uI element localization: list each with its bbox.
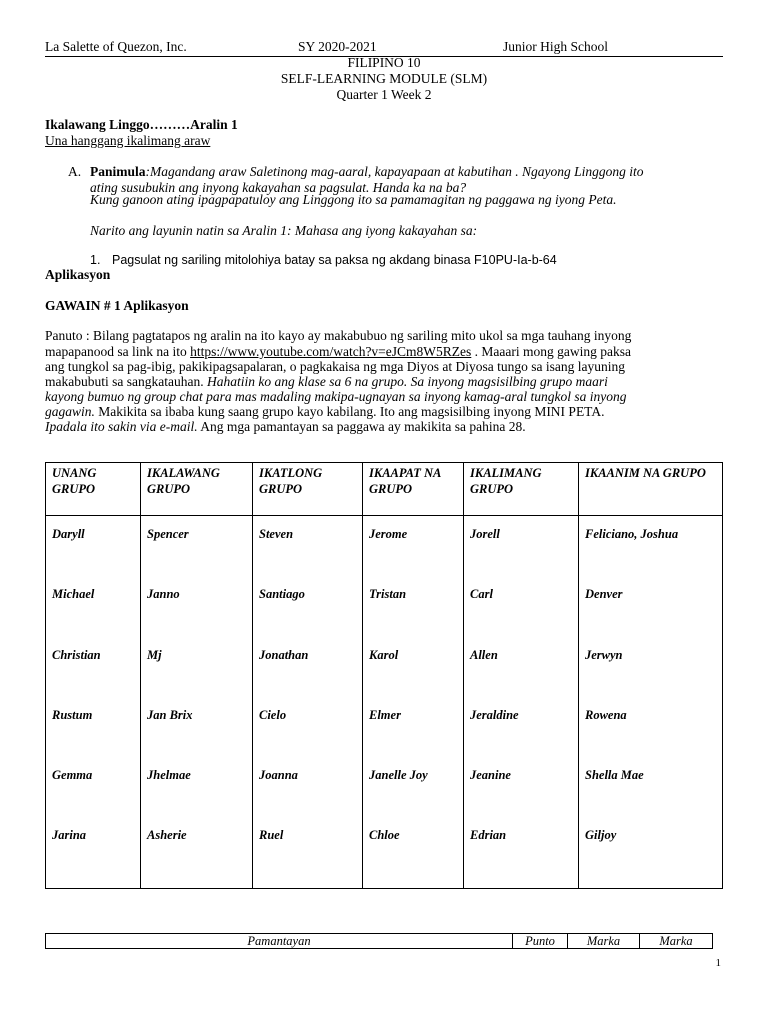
member-name: Jerwyn: [585, 647, 623, 662]
member-name: Shella Mae: [585, 768, 644, 783]
group-header-1: UNANG GRUPO: [46, 463, 141, 516]
school-name: La Salette of Quezon, Inc.: [45, 39, 187, 54]
member-name: Giljoy: [585, 828, 617, 843]
member-name: Karol: [369, 647, 399, 662]
school-year: SY 2020-2021: [298, 39, 377, 54]
instructions-line-2: [45, 344, 631, 360]
group-2-members: [141, 516, 253, 889]
subject-title: FILIPINO 10: [347, 55, 421, 70]
objective-text: Pagsulat ng sariling mitolohiya batay sa paksa ng akdang binasa F10PU-Ia-b-64: [112, 253, 557, 267]
groups-members-row: [46, 516, 723, 889]
member-name: Daryll: [52, 527, 85, 541]
member-name: Michael: [52, 587, 95, 602]
member-name: Christian: [52, 647, 101, 662]
module-title: SELF-LEARNING MODULE (SLM): [280, 71, 488, 86]
instructions-text-6a: gagawin.: [45, 404, 95, 419]
member-name: Gemma: [52, 768, 93, 783]
member-name: Tristan: [369, 587, 407, 602]
member-name: Jerome: [369, 527, 408, 541]
quarter-title: Quarter 1 Week 2: [336, 87, 432, 102]
member-name: Rowena: [585, 707, 627, 722]
member-name: Denver: [585, 587, 623, 602]
lesson-heading: Ikalawang Linggo………Aralin 1: [45, 117, 238, 132]
group-4-members: [363, 516, 464, 889]
school-level: Junior High School: [503, 39, 609, 54]
criteria-header-row: [46, 934, 713, 949]
member-name: Mj: [147, 647, 162, 662]
group-header-3: IKATLONG GRUPO: [253, 463, 363, 516]
criteria-col-marka-1: Marka: [568, 934, 640, 949]
criteria-col-pamantayan: Pamantayan: [46, 934, 513, 949]
intro-line-3: Kung ganoon ating ipagpapatuloy ang Linggong ito sa pamamagitan ng paggawa ng iyong Peta.: [90, 192, 617, 207]
member-name: Asherie: [147, 828, 187, 843]
instructions-line-1: [45, 328, 631, 344]
instructions-text-6b: Makikita sa ibaba kung saang grupo kayo kabilang. Ito ang magsisilbing inyong MINI PETA.: [94, 404, 605, 419]
group-6-members: [579, 516, 723, 889]
instructions-label: Panuto :: [45, 328, 94, 343]
member-name: Steven: [259, 527, 294, 541]
member-name: Jhelmae: [147, 768, 191, 783]
groups-header-row: [46, 463, 723, 516]
group-5-members: [464, 516, 579, 889]
intro-line-1: [90, 164, 644, 180]
member-name: Chloe: [369, 828, 400, 843]
intro-line-2: ating susubukin ang inyong kakayahan sa pagsulat. Handa ka na ba?: [90, 180, 467, 195]
instructions-text-4b: Hahatiin ko ang klase sa 6 na grupo. Sa inyong magsisilbing grupo maari: [206, 374, 608, 389]
member-name: Edrian: [470, 828, 507, 843]
group-header-2: IKALAWANG GRUPO: [141, 463, 253, 516]
member-name: Jarina: [52, 828, 87, 843]
member-name: Ruel: [259, 828, 284, 843]
member-name: Janno: [147, 587, 180, 602]
member-name: Jeanine: [470, 768, 511, 783]
criteria-col-marka-2: Marka: [640, 934, 713, 949]
member-name: Jan Brix: [147, 707, 193, 722]
instructions-text-1: Bilang pagtatapos ng aralin na ito kayo ay makabubuo ng sariling mito ukol sa mga tauhang inyong: [93, 328, 632, 343]
member-name: Janelle Joy: [369, 768, 428, 783]
instructions-text-2: mapapanood sa link na ito: [45, 344, 191, 359]
group-header-4: IKAAPAT NA GRUPO: [363, 463, 464, 516]
member-name: Jeraldine: [470, 707, 519, 722]
criteria-col-punto: Punto: [513, 934, 568, 949]
group-header-5: IKALIMANG GRUPO: [464, 463, 579, 516]
member-name: Joanna: [259, 768, 298, 783]
aplikasyon-heading: Aplikasyon: [45, 267, 111, 282]
member-name: Cielo: [259, 707, 287, 722]
group-header-6: IKAANIM NA GRUPO: [579, 463, 723, 516]
instructions-line-5: kayong bumuo ng group chat para mas madaling makipa-ugnayan sa inyong kamag-aral tungkol sa inyong: [45, 389, 627, 404]
youtube-link[interactable]: https://www.youtube.com/watch?v=eJCm8W5RZes: [190, 344, 472, 359]
group-3-members: [253, 516, 363, 889]
groups-table: [45, 462, 723, 889]
member-name: Rustum: [52, 707, 93, 722]
instructions-text-4a: makabubuti sa sangkatauhan.: [45, 374, 207, 389]
intro-letter: A.: [68, 164, 82, 179]
page-number: 1: [715, 957, 721, 969]
member-name: Santiago: [259, 587, 305, 602]
lesson-days: Una hanggang ikalimang araw: [45, 133, 211, 148]
intro-label: Panimula: [90, 164, 146, 179]
instructions-line-6: [45, 404, 604, 420]
gawain-heading: GAWAIN # 1 Aplikasyon: [45, 298, 189, 313]
instructions-text-7a: Ipadala ito sakin via e-mail.: [45, 419, 198, 434]
instructions-line-7: [45, 419, 526, 435]
member-name: Jorell: [470, 527, 500, 541]
instructions-line-4: [45, 374, 608, 390]
instructions-line-3: ang tungkol sa pag-ibig, pakikipagsapalaran, o pagkakaisa ng mga Diyos at Diyosa tungo sa isang layuning: [45, 359, 625, 374]
member-name: Spencer: [147, 527, 189, 541]
member-name: Carl: [470, 587, 493, 602]
instructions-text-2b: . Maaari mong gawing paksa: [471, 344, 632, 359]
criteria-table: [45, 933, 713, 949]
group-1-members: [46, 516, 141, 889]
member-name: Elmer: [369, 707, 401, 722]
intro-line-4: Narito ang layunin natin sa Aralin 1: Mahasa ang iyong kakayahan sa:: [90, 223, 478, 238]
member-name: Jonathan: [259, 647, 309, 662]
intro-text-1: :Magandang araw Saletinong mag-aaral, kapayapaan at kabutihan . Ngayong Linggong ito: [145, 164, 644, 179]
instructions-text-7b: Ang mga pamantayan sa paggawa ay makikita sa pahina 28.: [197, 419, 526, 434]
member-name: Allen: [470, 647, 498, 662]
member-name: Feliciano, Joshua: [585, 527, 679, 541]
objective-number: 1.: [90, 253, 101, 267]
